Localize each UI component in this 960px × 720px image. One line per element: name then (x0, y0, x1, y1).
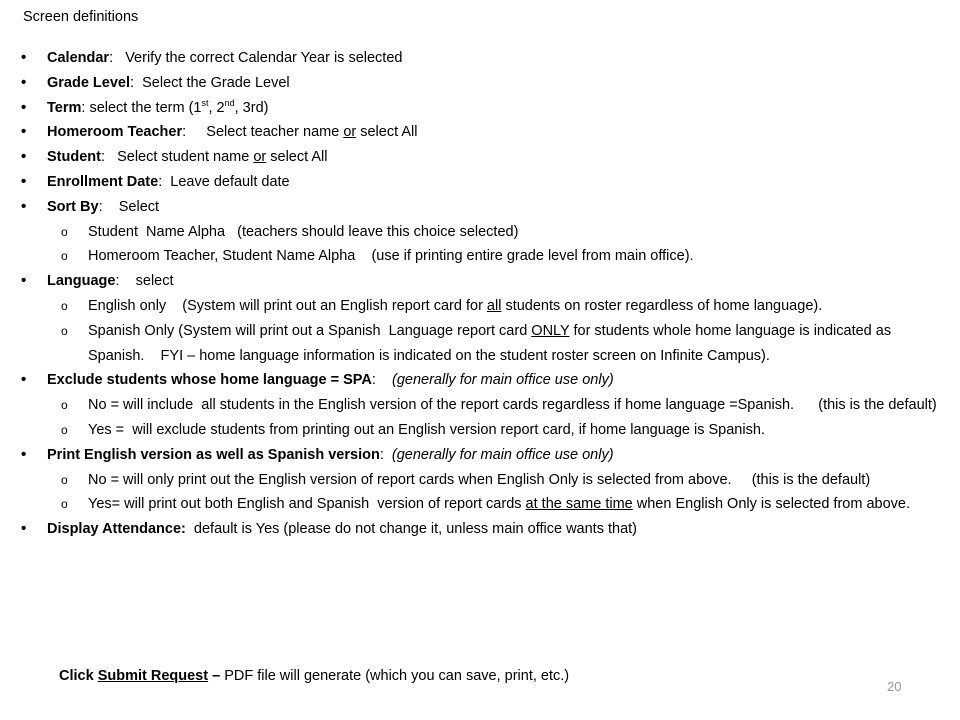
bullet-icon: • (21, 172, 27, 190)
item-text: Verify the correct Calendar Year is selected (125, 50, 403, 66)
sub-item-english-only (0, 294, 960, 319)
item-label: Calendar (47, 50, 110, 66)
superscript: st (201, 97, 209, 108)
item-text: default is Yes (please do not change it, unless main office wants that) (193, 521, 637, 538)
item-label: Homeroom Teacher (47, 124, 183, 141)
item-label: Exclude students whose home language = SPA (47, 372, 372, 389)
item-label: Sort By (47, 198, 99, 215)
sub-item-exclude-no (0, 393, 960, 418)
underlined-text: at the same time (525, 496, 633, 513)
circle-bullet-icon: o (61, 472, 68, 487)
item-label: Grade Level (47, 74, 131, 91)
bullet-icon: • (21, 98, 27, 116)
sub-item-text: No = will include all students in the English version of the report cards regardless if home language =Spanish. (this is the default) (88, 397, 937, 414)
item-label: Print English version as well as Spanish version (47, 446, 380, 463)
item-label: Enrollment Date (47, 173, 159, 190)
sub-item-sort-homeroom-alpha (0, 244, 960, 269)
circle-bullet-icon: o (61, 298, 68, 313)
footer-text: PDF file will generate (which you can save, print, etc.) (224, 668, 570, 684)
item-text: Select (118, 198, 160, 215)
underlined-text: all (486, 297, 502, 314)
list-item-enrollment-date: • Enrollment Date: Leave default date (0, 170, 960, 195)
circle-bullet-icon: o (61, 323, 68, 338)
page-number: 20 (887, 679, 902, 694)
item-text: Leave default date (170, 173, 290, 190)
list-item-language: • Language: select (0, 269, 960, 294)
sub-item-text: Spanish Only (System will print out a Spanish Language report card (88, 322, 532, 339)
sub-item-print-both-no (0, 468, 960, 493)
superscript: nd (224, 97, 235, 108)
sub-item-text: students on roster regardless of home language). (501, 297, 823, 314)
bullet-icon: • (21, 272, 27, 290)
footer-instruction: Click Submit Request – PDF file will generate (which you can save, print, etc.) (59, 668, 570, 684)
sub-item-text: Student Name Alpha (teachers should leave this choice selected) (88, 223, 519, 240)
item-text: select (135, 273, 174, 290)
item-text: , 2 (208, 99, 225, 116)
list-item-exclude-spa: • Exclude students whose home language = SPA: (generally for main office use only) (0, 368, 960, 393)
list-item-student: • Student: Select student name or select All (0, 145, 960, 170)
bullet-icon: • (21, 371, 27, 389)
bullet-icon: • (21, 148, 27, 166)
item-text: select the term (1 (89, 99, 202, 116)
bullet-icon: • (21, 73, 27, 91)
list-item-calendar: • Calendar: Verify the correct Calendar Year is selected (0, 46, 960, 71)
sub-item-text: Yes= will print out both English and Spanish version of report cards (88, 496, 526, 513)
sub-item-text: No = will only print out the English version of report cards when English Only is selected from above. (this is the default) (88, 471, 871, 488)
underlined-text: or (253, 149, 267, 166)
list-item-homeroom-teacher: • Homeroom Teacher: Select teacher name or select All (0, 120, 960, 145)
submit-request-link[interactable]: Submit Request (97, 668, 209, 684)
sub-item-text: Yes = will exclude students from printing out an English version report card, if home language is Spanish. (88, 421, 765, 438)
item-label: Term (47, 99, 82, 116)
sub-item-text: when English Only is selected from above. (632, 496, 910, 513)
item-text: Select the Grade Level (142, 74, 290, 91)
bullet-icon: • (21, 520, 27, 538)
sub-item-text: English only (System will print out an English report card for (88, 297, 487, 314)
circle-bullet-icon: o (61, 497, 68, 512)
item-text: Select teacher name (206, 124, 344, 141)
definitions-list (0, 46, 960, 542)
bullet-icon: • (21, 49, 27, 66)
bullet-icon: • (21, 197, 27, 215)
item-label: Student (47, 149, 101, 166)
sub-item-sort-student-alpha (0, 220, 960, 245)
footer-click-label: Click (59, 668, 98, 684)
item-label: Language (47, 273, 116, 290)
item-text: select All (356, 124, 418, 141)
list-item-grade-level: • Grade Level: Select the Grade Level (0, 71, 960, 96)
circle-bullet-icon: o (61, 224, 68, 239)
circle-bullet-icon: o (61, 249, 68, 264)
list-item-term: • Term: select the term (1st, 2nd, 3rd) (0, 96, 960, 121)
circle-bullet-icon: o (61, 398, 68, 413)
item-text: , 3rd) (234, 99, 269, 116)
page-title: Screen definitions (23, 9, 139, 25)
list-item-print-both: • Print English version as well as Spanish version: (generally for main office use only) (0, 443, 960, 468)
item-text: Select student name (117, 149, 254, 166)
list-item-display-attendance (0, 517, 960, 542)
item-text: select All (266, 149, 328, 166)
sub-item-spanish-only (0, 319, 960, 369)
underlined-text: or (343, 124, 357, 141)
sub-item-text: for students whole home language is indicated as Spanish. FYI – home language information is indicated on the student roster screen on Infinite Campus). (88, 322, 896, 364)
bullet-icon: • (21, 123, 27, 141)
underlined-text: ONLY (531, 322, 570, 339)
item-note: (generally for main office use only) (392, 372, 614, 389)
list-item-sort-by: • Sort By: Select (0, 195, 960, 220)
sub-item-text: Homeroom Teacher, Student Name Alpha (use if printing entire grade level from main office). (88, 248, 694, 265)
item-label: Display Attendance: (47, 521, 186, 538)
bullet-icon: • (21, 445, 27, 463)
item-note: (generally for main office use only) (391, 446, 614, 463)
sub-item-print-both-yes (0, 492, 960, 517)
sub-item-exclude-yes (0, 418, 960, 443)
circle-bullet-icon: o (61, 422, 68, 437)
